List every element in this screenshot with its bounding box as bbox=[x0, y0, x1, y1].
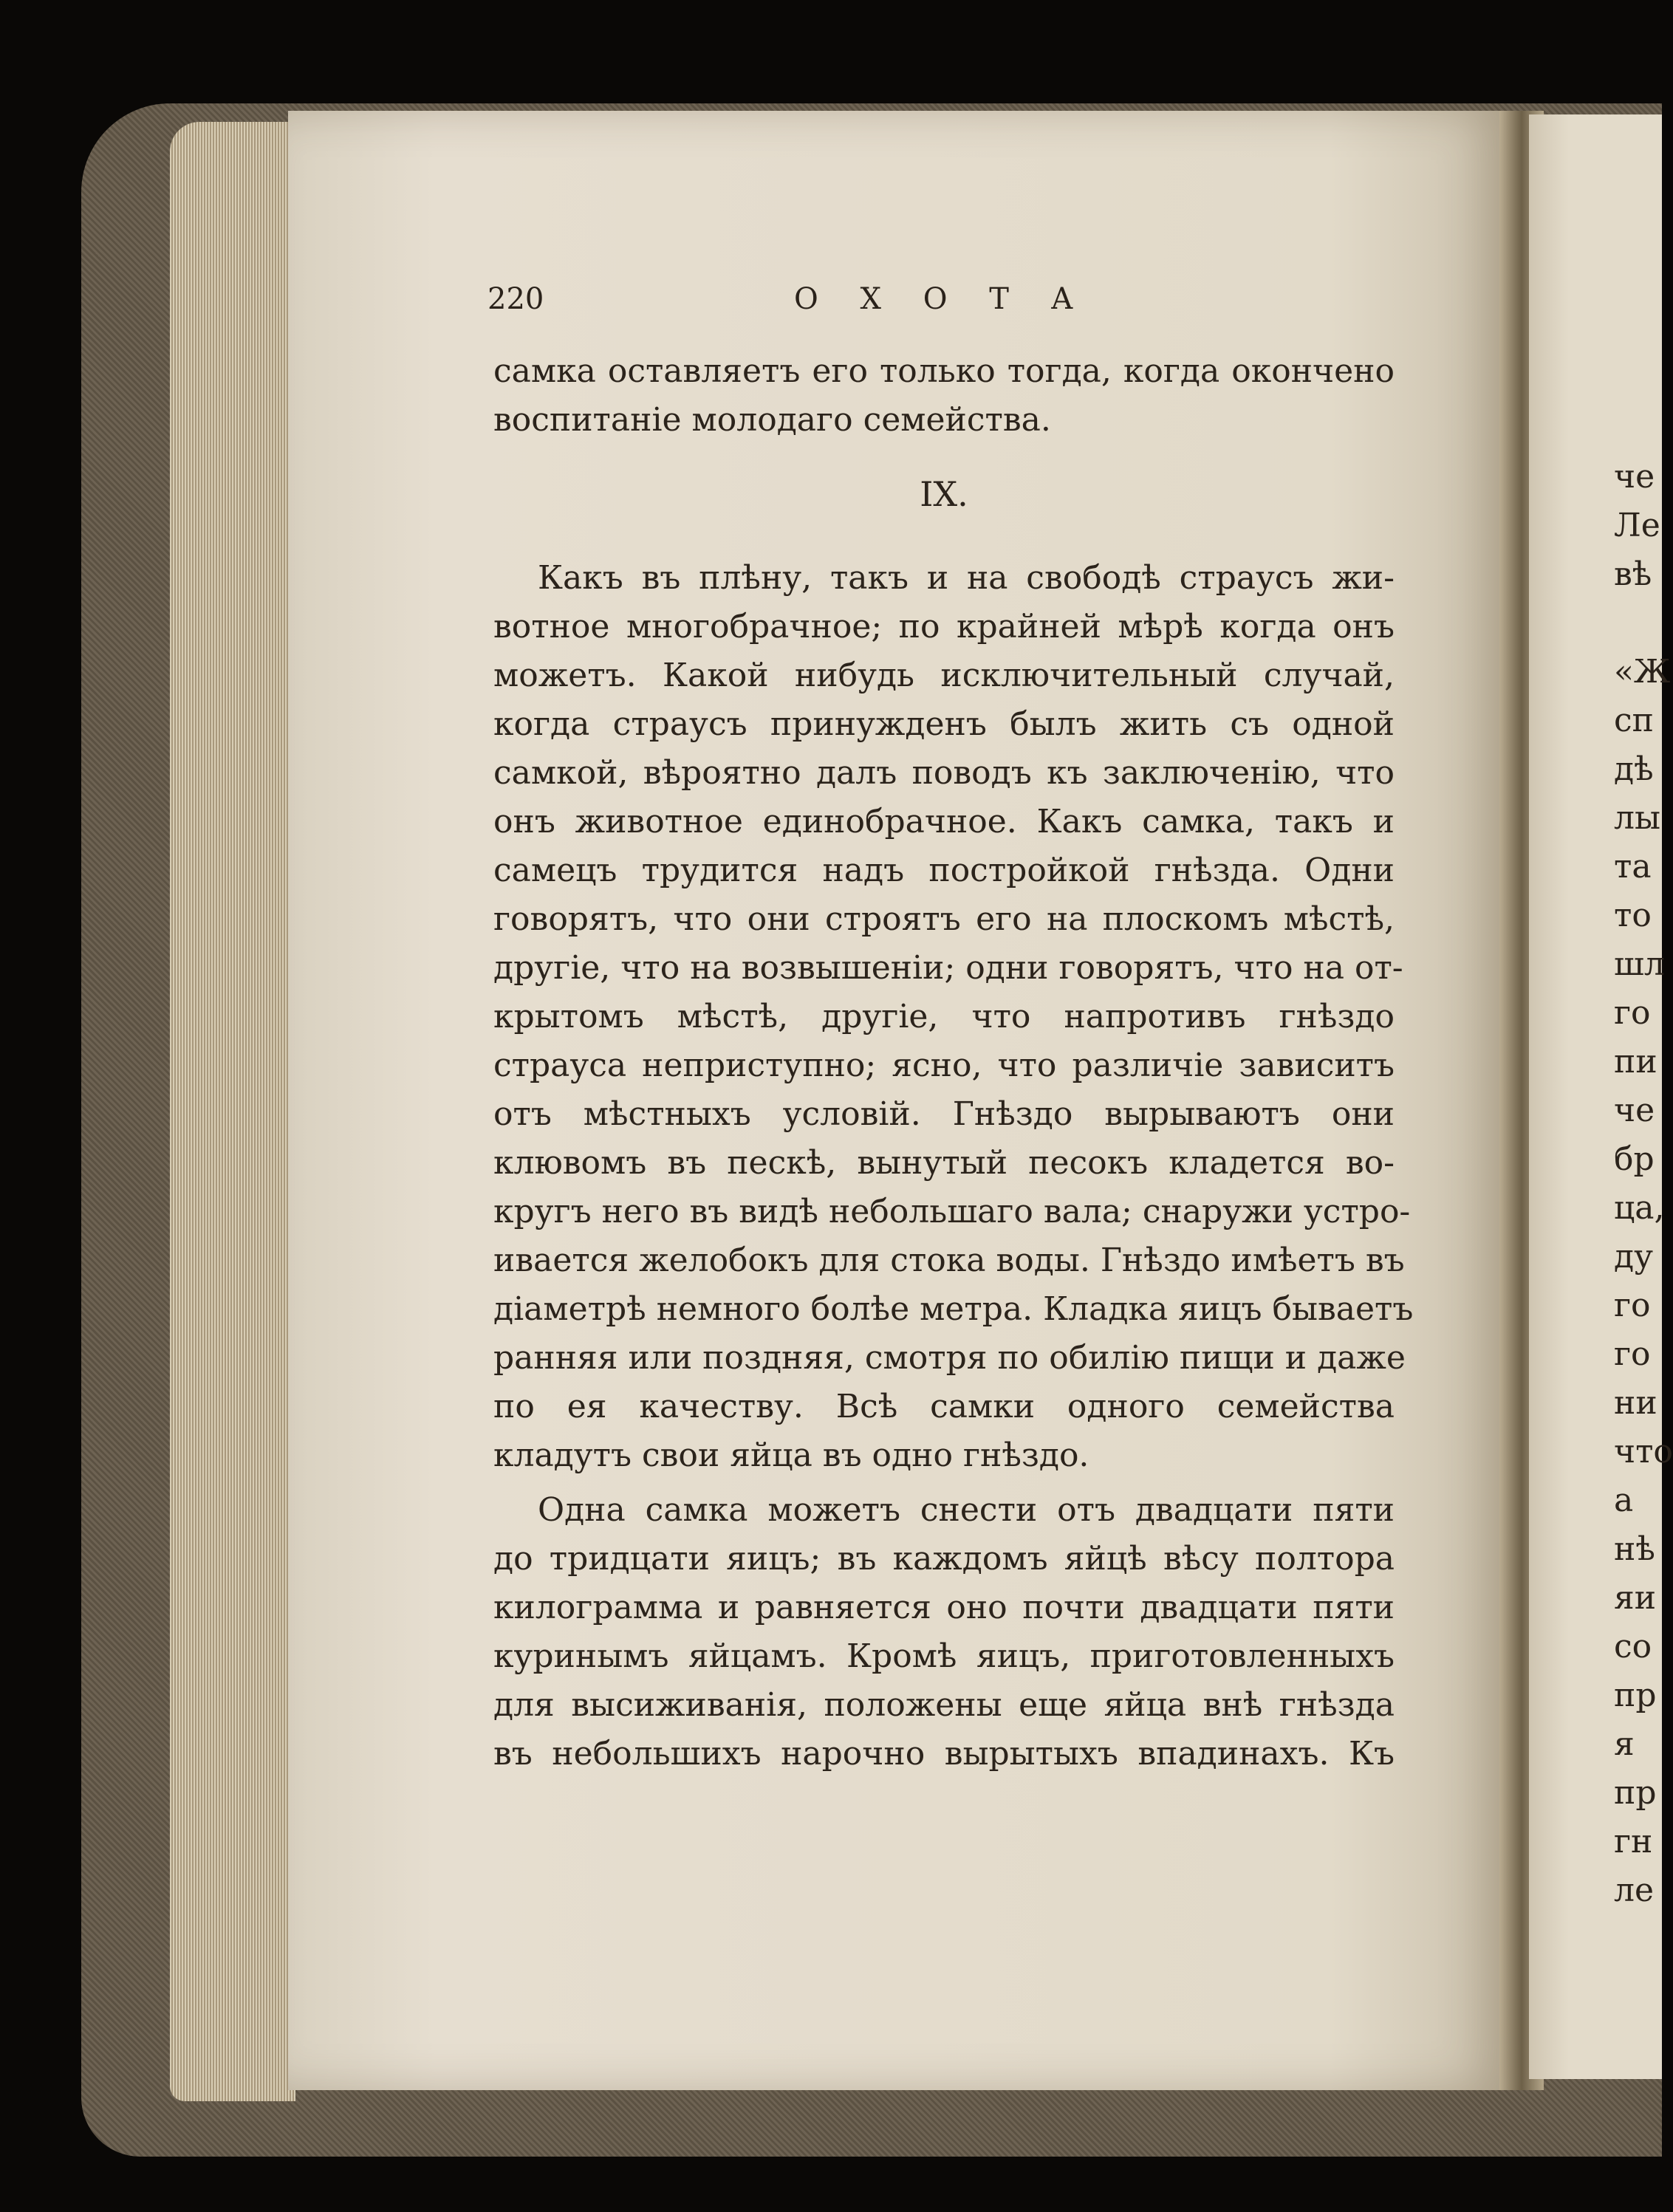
text-line: Одна самка можетъ снести отъ двадцати пяти bbox=[538, 1491, 1395, 1529]
right-page-line-fragment: ца, bbox=[1614, 1189, 1665, 1227]
text-line: самкой, вѣроятно далъ поводъ къ заключенію, что bbox=[493, 754, 1395, 792]
right-page-line-fragment: сп bbox=[1614, 702, 1654, 739]
text-line: крытомъ мѣстѣ, другіе, что напротивъ гнѣздо bbox=[493, 998, 1395, 1035]
running-title: О Х О Т А bbox=[794, 282, 1089, 316]
page-number: 220 bbox=[487, 282, 544, 316]
section-heading: IX. bbox=[920, 474, 968, 514]
right-page-line-fragment: я bbox=[1614, 1725, 1635, 1763]
right-page-line-fragment: че bbox=[1614, 458, 1655, 496]
right-page-line-fragment: «Ж bbox=[1614, 653, 1671, 691]
right-page-line-fragment: ни bbox=[1614, 1384, 1657, 1422]
text-line: самецъ трудится надъ постройкой гнѣзда. Одни bbox=[493, 852, 1395, 889]
right-page-line-fragment: что bbox=[1614, 1433, 1673, 1470]
right-page bbox=[1529, 114, 1673, 2079]
right-page-line-fragment bbox=[1614, 599, 1673, 648]
text-line: вотное многобрачное; по крайней мѣрѣ когда онъ bbox=[493, 608, 1395, 646]
right-page-line-fragment: лы bbox=[1614, 799, 1660, 837]
right-page-line-fragment: пр bbox=[1614, 1774, 1657, 1812]
right-page-line-fragment: шл bbox=[1614, 945, 1665, 983]
text-line: самка оставляетъ его только тогда, когда окончено bbox=[493, 352, 1395, 390]
right-page-text bbox=[1614, 453, 1673, 1915]
text-line: по ея качеству. Всѣ самки одного семейства bbox=[493, 1388, 1395, 1425]
right-page-line-fragment: то bbox=[1614, 897, 1652, 934]
right-page-line-fragment: пи bbox=[1614, 1043, 1657, 1081]
text-line: говорятъ, что они строятъ его на плоскомъ мѣстѣ, bbox=[493, 900, 1395, 938]
text-line: килограмма и равняется оно почти двадцати пяти bbox=[493, 1589, 1395, 1626]
text-line: ранняя или поздняя, смотря по обилію пищи и даже bbox=[493, 1339, 1406, 1377]
text-line: можетъ. Какой нибудь исключительный случай, bbox=[493, 657, 1395, 694]
right-page-line-fragment: вѣ bbox=[1614, 555, 1652, 593]
right-page-line-fragment: че bbox=[1614, 1092, 1655, 1129]
right-page-line-fragment: яи bbox=[1614, 1579, 1657, 1617]
text-line: клювомъ въ пескѣ, вынутый песокъ кладется во- bbox=[493, 1144, 1395, 1182]
right-page-line-fragment: нѣ bbox=[1614, 1530, 1655, 1568]
text-line: кладутъ свои яйца въ одно гнѣздо. bbox=[493, 1437, 1089, 1474]
right-page-line-fragment: бр bbox=[1614, 1140, 1655, 1178]
right-page-line-fragment: дѣ bbox=[1614, 750, 1654, 788]
text-line: діаметрѣ немного болѣе метра. Кладка яицъ бываетъ bbox=[493, 1290, 1414, 1328]
paragraph-1 bbox=[493, 554, 1414, 1480]
right-page-line-fragment: та bbox=[1614, 848, 1652, 886]
right-page-line-fragment: го bbox=[1614, 1287, 1651, 1324]
text-line: другіе, что на возвышеніи; одни говорятъ, что на от- bbox=[493, 949, 1403, 987]
right-page-line-fragment: го bbox=[1614, 994, 1651, 1032]
text-line: кругъ него въ видѣ небольшаго вала; снаружи устро- bbox=[493, 1193, 1411, 1230]
left-page-text bbox=[493, 347, 1414, 1778]
right-page-line-fragment: ду bbox=[1614, 1238, 1653, 1276]
right-page-line-fragment: со bbox=[1614, 1628, 1652, 1665]
text-line: воспитаніе молодаго семейства. bbox=[493, 401, 1051, 439]
text-line: отъ мѣстныхъ условій. Гнѣздо вырываютъ они bbox=[493, 1095, 1395, 1133]
right-page-line-fragment: а bbox=[1614, 1482, 1634, 1519]
paragraph-2 bbox=[493, 1486, 1395, 1778]
running-head bbox=[487, 282, 1396, 326]
text-line: когда страусъ принужденъ былъ жить съ одной bbox=[493, 705, 1395, 743]
right-page-line-fragment: Ле bbox=[1614, 507, 1660, 544]
text-line: онъ животное единобрачное. Какъ самка, такъ и bbox=[493, 803, 1395, 840]
right-page-line-fragment: го bbox=[1614, 1335, 1651, 1373]
text-line: ивается желобокъ для стока воды. Гнѣздо имѣетъ въ bbox=[493, 1242, 1405, 1279]
right-page-line-fragment: пр bbox=[1614, 1677, 1657, 1714]
text-line: въ небольшихъ нарочно вырытыхъ впадинахъ. Къ bbox=[493, 1735, 1395, 1773]
right-page-line-fragment: гн bbox=[1614, 1823, 1653, 1860]
page-edges bbox=[170, 122, 295, 2101]
text-line: куринымъ яйцамъ. Кромѣ яицъ, приготовленныхъ bbox=[493, 1637, 1395, 1675]
text-line: страуса неприступно; ясно, что различіе зависитъ bbox=[493, 1047, 1395, 1084]
text-line: до тридцати яицъ; въ каждомъ яйцѣ вѣсу полтора bbox=[493, 1540, 1395, 1578]
right-page-line-fragment: ле bbox=[1614, 1872, 1654, 1909]
text-line: Какъ въ плѣну, такъ и на свободѣ страусъ жи- bbox=[538, 559, 1395, 597]
text-line: для высиживанія, положены еще яйца внѣ гнѣзда bbox=[493, 1686, 1395, 1724]
